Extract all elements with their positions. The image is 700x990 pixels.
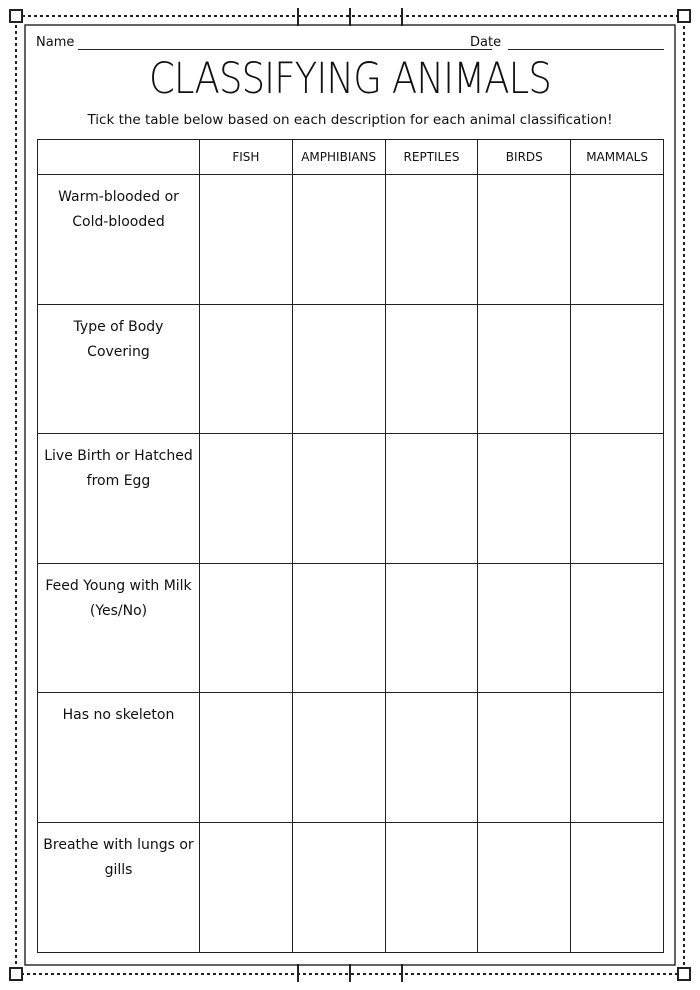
tick-cell[interactable] — [478, 693, 571, 823]
tick-cell[interactable] — [478, 822, 571, 952]
tick-cell[interactable] — [200, 693, 293, 823]
tick-cell[interactable] — [571, 304, 664, 434]
table-row — [38, 304, 664, 434]
row-label: Type of Body Covering — [38, 304, 200, 434]
tick-cell[interactable] — [200, 175, 293, 305]
tick-cell[interactable] — [571, 434, 664, 564]
tick-cell[interactable] — [292, 434, 385, 564]
table-row — [38, 693, 664, 823]
tick-cell[interactable] — [478, 175, 571, 305]
row-label: Breathe with lungs or gills — [38, 822, 200, 952]
header-row — [38, 140, 664, 175]
tick-cell[interactable] — [478, 304, 571, 434]
tick-cell[interactable] — [571, 693, 664, 823]
tick-cell[interactable] — [292, 693, 385, 823]
row-label: Has no skeleton — [38, 693, 200, 823]
table-row — [38, 563, 664, 693]
instructions: Tick the table below based on each description for each animal classification! — [87, 112, 613, 128]
tick-cell[interactable] — [385, 693, 478, 823]
row-label: Warm-blooded or Cold-blooded — [38, 175, 200, 305]
tick-cell[interactable] — [385, 822, 478, 952]
tick-cell[interactable] — [385, 434, 478, 564]
corner-cell — [38, 140, 200, 175]
tick-cell[interactable] — [478, 434, 571, 564]
tick-cell[interactable] — [571, 175, 664, 305]
date-label: Date — [470, 35, 502, 50]
tick-cell[interactable] — [385, 563, 478, 693]
tick-cell[interactable] — [292, 175, 385, 305]
table-row — [38, 822, 664, 952]
tick-cell[interactable] — [385, 175, 478, 305]
tick-cell[interactable] — [292, 563, 385, 693]
table-row — [38, 175, 664, 305]
name-label: Name — [36, 35, 75, 50]
column-header-mammals: MAMMALS — [571, 140, 664, 175]
row-label: Live Birth or Hatched from Egg — [38, 434, 200, 564]
tick-cell[interactable] — [292, 822, 385, 952]
column-header-amphibians: AMPHIBIANS — [292, 140, 385, 175]
row-label: Feed Young with Milk (Yes/No) — [38, 563, 200, 693]
tick-cell[interactable] — [200, 434, 293, 564]
tick-cell[interactable] — [200, 563, 293, 693]
tick-cell[interactable] — [385, 304, 478, 434]
tick-cell[interactable] — [571, 822, 664, 952]
date-field[interactable] — [508, 49, 664, 50]
page-title: CLASSIFYING ANIMALS — [148, 54, 552, 104]
column-header-birds: BIRDS — [478, 140, 571, 175]
column-header-reptiles: REPTILES — [385, 140, 478, 175]
tick-cell[interactable] — [292, 304, 385, 434]
tick-cell[interactable] — [200, 822, 293, 952]
name-field[interactable] — [78, 49, 492, 50]
name-date-row — [36, 34, 664, 54]
tick-cell[interactable] — [200, 304, 293, 434]
tick-cell[interactable] — [571, 563, 664, 693]
column-header-fish: FISH — [200, 140, 293, 175]
table-row — [38, 434, 664, 564]
tick-cell[interactable] — [478, 563, 571, 693]
classification-table — [37, 139, 664, 953]
